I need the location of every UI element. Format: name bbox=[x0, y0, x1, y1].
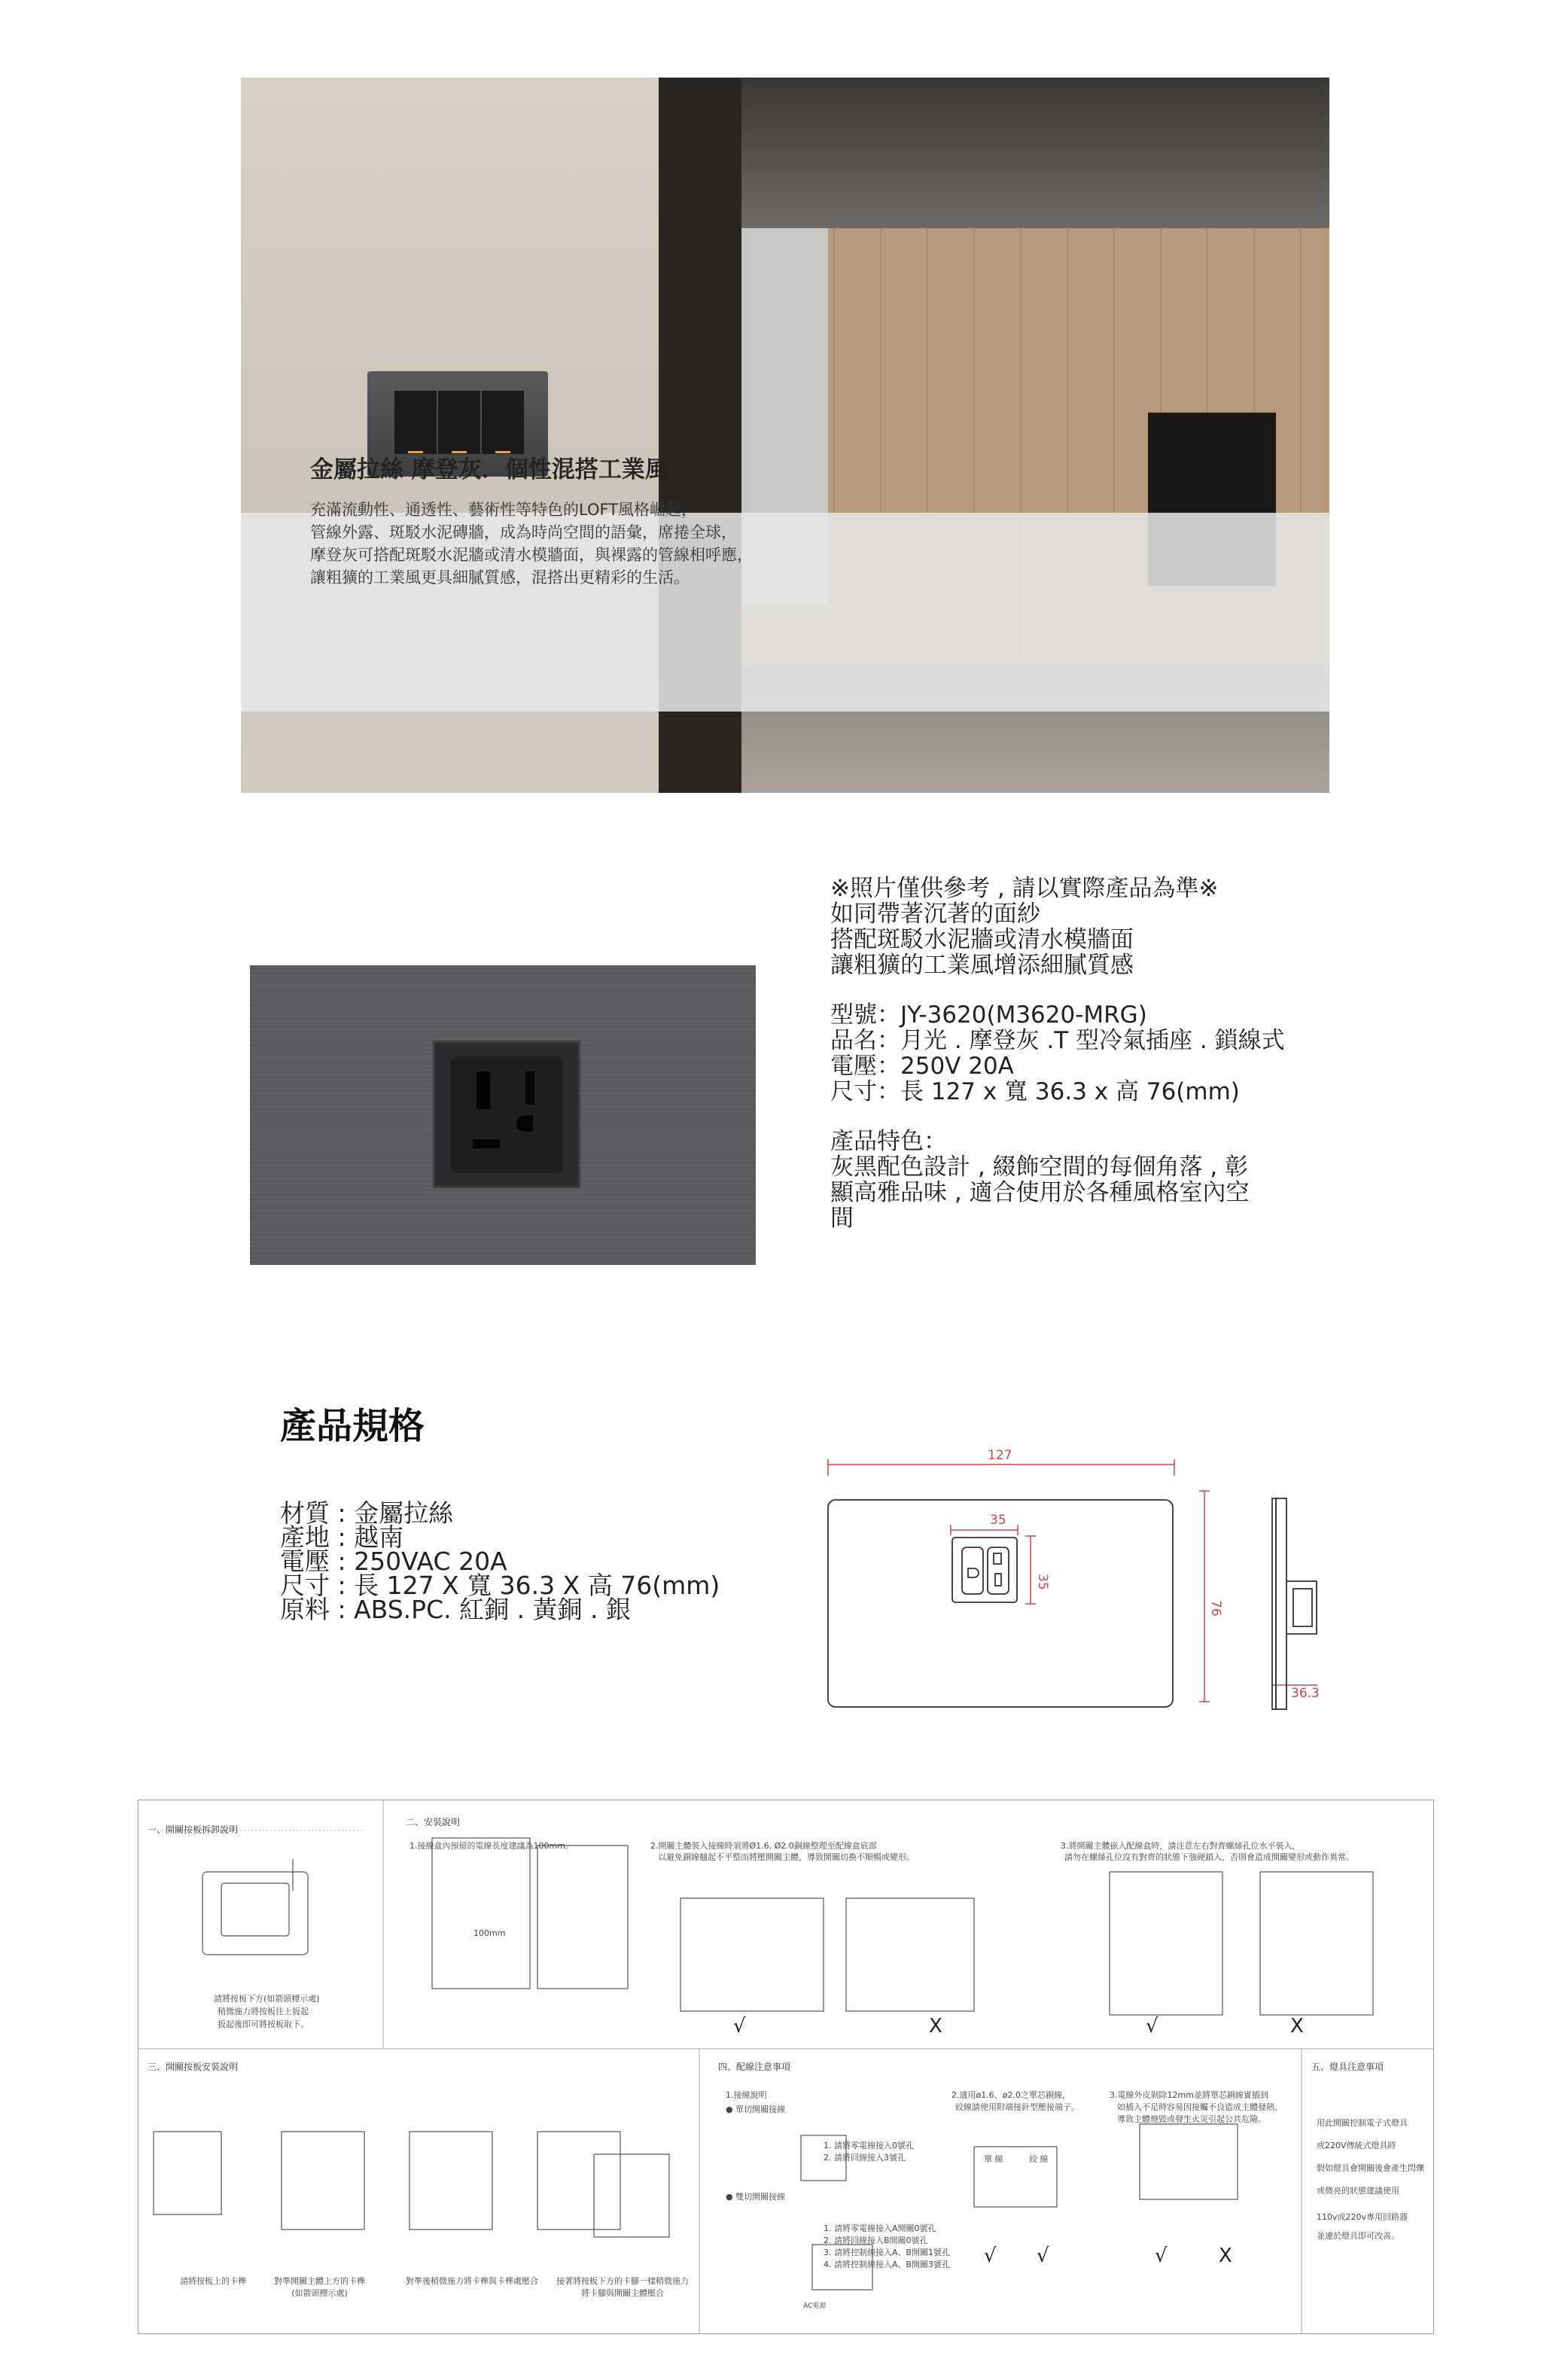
product-photo bbox=[250, 965, 756, 1265]
spec-item: 原料 : ABS.PC. 紅銅 . 黃銅 . 銀 bbox=[280, 1595, 632, 1624]
features-title: 產品特色： bbox=[830, 1128, 947, 1155]
feature-line: 間 bbox=[830, 1205, 854, 1232]
s1-title: 一、開關按板拆卸說明 bbox=[148, 1824, 239, 1835]
depth-label: 36.3 bbox=[1291, 1686, 1320, 1701]
ng-mark: X bbox=[1290, 2015, 1304, 2038]
size-text: 尺寸：長 127 x 寬 36.3 x 高 76(mm) bbox=[830, 1078, 1240, 1105]
s4-step3: 導致主體燒毀或發生火災引起公共危險。 bbox=[1117, 2114, 1266, 2124]
s2-100mm: 100mm bbox=[473, 1928, 506, 1938]
hero-body bbox=[310, 498, 753, 589]
inner-height-label: 35 bbox=[1035, 1574, 1050, 1590]
spec-list bbox=[280, 1498, 720, 1624]
s5-text: 並連於燈具即可改善。 bbox=[1317, 2231, 1399, 2241]
ok-mark: √ bbox=[1146, 2015, 1158, 2038]
inner-width-label: 35 bbox=[990, 1513, 1006, 1528]
installation-instructions bbox=[138, 1800, 1434, 2334]
s5-title: 五、燈具注意事項 bbox=[1311, 2062, 1384, 2072]
name-text: 品名：月光 . 摩登灰 .T 型冷氣插座 . 鎖線式 bbox=[830, 1027, 1285, 1054]
s5-text: 假如燈具會開關後會產生閃爍 bbox=[1317, 2163, 1424, 2173]
s4-single: ● 單切開關接線 bbox=[726, 2105, 786, 2114]
voltage-text: 電壓：250V 20A bbox=[830, 1053, 1014, 1080]
feature-line: 顯高雅品味 , 適合使用於各種風格室內空 bbox=[830, 1179, 1250, 1206]
ng-mark: X bbox=[1219, 2245, 1232, 2267]
hero-line: 讓粗獷的工業風更具細膩質感，混搭出更精彩的生活。 bbox=[310, 568, 690, 587]
tagline-line: 搭配斑駁水泥牆或清水模牆面 bbox=[830, 926, 1134, 953]
s2-step2: 2.開關主體裝入接線時須將Ø1.6, Ø2.0銅線整理至配線盒底部 bbox=[650, 1841, 877, 1851]
ok-mark: √ bbox=[1037, 2245, 1049, 2267]
ok-mark: √ bbox=[984, 2245, 997, 2267]
hero-line: 管線外露、斑駁水泥磚牆，成為時尚空間的語彙，席捲全球， bbox=[310, 523, 737, 541]
s1-text: 請將按板下方(如箭頭標示處) bbox=[214, 1994, 320, 2004]
product-description bbox=[830, 876, 1285, 1231]
s2-step1: 1.接線盒內預留的電線長度建議為100mm。 bbox=[410, 1841, 574, 1851]
s2-title: 二、安裝說明 bbox=[406, 1817, 461, 1827]
height-label: 76 bbox=[1208, 1600, 1223, 1617]
spec-item: 材質 : 金屬拉絲 bbox=[280, 1498, 454, 1528]
notice-text: ※照片僅供參考 , 請以實際產品為準※ bbox=[830, 875, 1219, 902]
s4-double: ● 雙切開關接線 bbox=[726, 2192, 786, 2202]
s3-caption: 對準後稍微施力將卡榫與卡榫處壓合 bbox=[406, 2276, 538, 2286]
s3-caption: 對準開關主體上方的卡榫 (如箭頭標示處) bbox=[274, 2276, 365, 2298]
spec-item: 產地 : 越南 bbox=[280, 1522, 404, 1552]
hero-line: 摩登灰可搭配斑駁水泥牆或清水模牆面，與裸露的管線相呼應， bbox=[310, 546, 753, 564]
s4-note: 1. 請將零電線接入A開關0號孔 bbox=[824, 2223, 936, 2233]
s4-step2: 絞線請使用附端接針型壓接端子。 bbox=[955, 2102, 1079, 2112]
hero-line: 充滿流動性、通透性、藝術性等特色的LOFT風格崛起， bbox=[310, 501, 698, 519]
s4-step2: 2.適用ø1.6、ø2.0之單芯銅線， bbox=[951, 2090, 1070, 2100]
socket-module bbox=[433, 1041, 580, 1188]
s2-step3: 3.將開關主體嵌入配線盒時，請注意左右對齊螺絲孔位水平裝入， bbox=[1061, 1841, 1301, 1851]
tagline-line: 讓粗獷的工業風增添細膩質感 bbox=[830, 952, 1134, 979]
hero-title: 金屬拉絲 摩登灰．個性混搭工業風 bbox=[310, 456, 668, 483]
s4-step1: 1.接線說明 bbox=[726, 2090, 767, 2100]
s4-step3: 3.電線外皮剝除12mm並將單芯銅線實插到 bbox=[1110, 2090, 1268, 2100]
s4-note: 2. 請將回線接入B開關0號孔 bbox=[824, 2236, 928, 2245]
s5-text: 110v或220v專用回路器 bbox=[1317, 2212, 1408, 2222]
hero-photo bbox=[241, 78, 1329, 793]
s1-text: 扳起後即可將按板取下。 bbox=[218, 2019, 309, 2029]
ac-label: AC電源 bbox=[803, 2303, 827, 2310]
socket-face bbox=[450, 1056, 563, 1173]
s4-note: 3. 請將控制線接入A、B開關1號孔 bbox=[824, 2248, 951, 2257]
wire-label: 絞 線 bbox=[1029, 2154, 1049, 2164]
s5-text: 或微亮的狀態建議使用 bbox=[1317, 2186, 1399, 2196]
s3-caption: 接著將按板下方的卡腳一樣稍微施力 將卡腳與開關主體壓合 bbox=[556, 2276, 689, 2298]
s1-text: 稍微施力將按板往上扳起 bbox=[218, 2007, 309, 2016]
s3-caption: 請將按板上的卡榫 bbox=[180, 2276, 246, 2286]
s2-step2: 以避免銅線翹起不平整而將壓開關主體，導致開關切換不順暢或變形。 bbox=[658, 1852, 915, 1862]
width-label: 127 bbox=[988, 1448, 1012, 1463]
spec-title: 產品規格 bbox=[280, 1405, 425, 1447]
ok-mark: √ bbox=[1155, 2245, 1168, 2267]
model-text: 型號：JY-3620(M3620-MRG) bbox=[830, 1001, 1147, 1029]
tagline-line: 如同帶著沉著的面紗 bbox=[830, 901, 1040, 928]
s4-note: 2. 請將回線接入3號孔 bbox=[824, 2153, 906, 2163]
s5-text: 或220V傳統式燈具時 bbox=[1317, 2141, 1396, 2150]
s2-step3: 請勿在螺絲孔位沒有對齊的狀態下強硬鎖入，否則會造成開關變形或動作異常。 bbox=[1064, 1852, 1354, 1862]
s4-title: 四、配線注意事項 bbox=[718, 2062, 791, 2072]
spec-item: 電壓 : 250VAC 20A bbox=[280, 1547, 507, 1576]
wire-label: 單 線 bbox=[984, 2154, 1003, 2164]
s3-title: 三、開關按板安裝說明 bbox=[148, 2062, 239, 2072]
feature-line: 灰黑配色設計 , 綴飾空間的每個角落 , 彰 bbox=[830, 1154, 1249, 1181]
spec-item: 尺寸 : 長 127 X 寬 36.3 X 高 76(mm) bbox=[280, 1571, 720, 1600]
dimension-drawing bbox=[821, 1446, 1332, 1717]
ceiling bbox=[741, 78, 1329, 228]
s4-step3: 如插入不足時容易因接觸不良造成主體發熱、 bbox=[1117, 2102, 1283, 2112]
plate-outline bbox=[828, 1500, 1173, 1707]
ng-mark: X bbox=[929, 2015, 942, 2038]
s5-text: 用此開關控制電子式燈具 bbox=[1317, 2118, 1408, 2128]
s4-note: 1. 請將零電線接入0號孔 bbox=[824, 2141, 914, 2150]
ok-mark: √ bbox=[733, 2015, 746, 2038]
s4-note: 4. 請將控制線接入A、B開關3號孔 bbox=[824, 2260, 951, 2269]
